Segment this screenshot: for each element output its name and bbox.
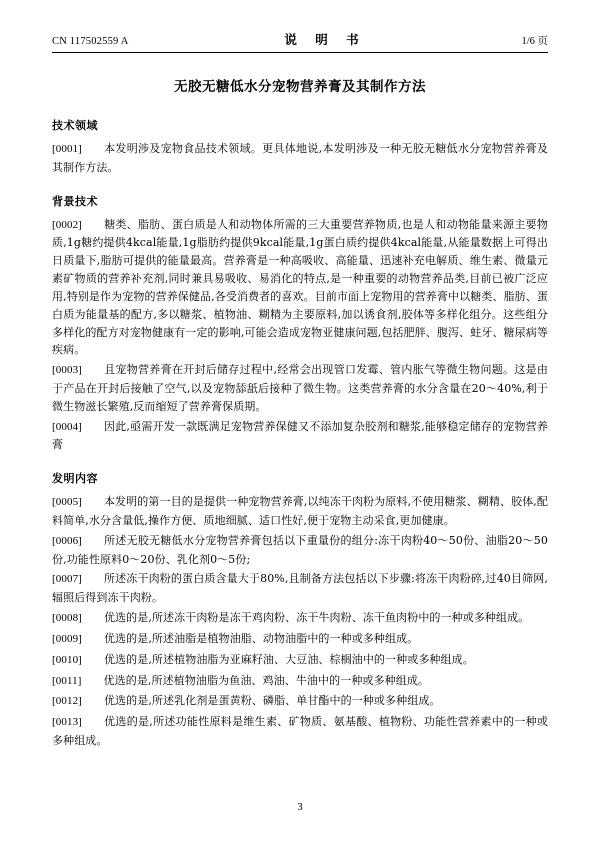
paragraph-text: 因此,亟需开发一款既满足宠物营养保健又不添加复杂胶剂和糖浆,能够稳定储存的宠物营养膏 [52, 419, 548, 452]
page-footer [0, 802, 600, 813]
paragraph-0010 [52, 651, 548, 670]
paragraph-0007 [52, 570, 548, 607]
paragraph-text: 优选的是,所述植物油脂为鱼油、鸡油、牛油中的一种或多种组成。 [103, 673, 430, 687]
paragraph-number: [0006] [52, 534, 82, 547]
paragraph-text: 所述无胶无糖低水分宠物营养膏包括以下重量份的组分:冻干肉粉40～50份、油脂20～50份,功能性原料0～20份、乳化剂0～5份; [52, 533, 548, 566]
paragraph-text: 优选的是,所述功能性原料是维生素、矿物质、氨基酸、植物粉、功能性营养素中的一种或多种组成。 [52, 715, 548, 747]
paragraph-0013 [52, 713, 548, 750]
paragraph-number: [0010] [52, 653, 82, 666]
header-divider [52, 52, 548, 53]
section-heading-summary: 发明内容 [52, 472, 98, 486]
paragraph-number: [0012] [52, 695, 82, 708]
footer-page-number: 3 [297, 802, 303, 813]
paragraph-0001 [52, 140, 548, 177]
paragraph-0002 [52, 216, 548, 360]
paragraph-number: [0005] [52, 496, 82, 509]
paragraph-text: 所述冻干肉粉的蛋白质含量大于80%,且制备方法包括以下步骤:将冻干肉粉碎,过40目筛网,辐照后得到冻干肉粉。 [52, 572, 548, 605]
publication-number: CN 117502559 A [52, 36, 129, 47]
paragraph-text: 优选的是,所述油脂是植物油脂、动物油脂中的一种或多种组成。 [103, 631, 419, 645]
paragraph-number: [0002] [52, 218, 82, 231]
paragraph-text: 优选的是,所述乳化剂是蛋黄粉、磷脂、单甘酯中的一种或多种组成。 [103, 694, 441, 708]
section-heading-technical-field: 技术领域 [52, 119, 98, 132]
paragraph-number: [0001] [52, 143, 82, 155]
paragraph-text: 本发明的第一目的是提供一种宠物营养膏,以纯冻干肉粉为原料,不使用糖浆、糊精、胶体,配料简单,水分含量低,操作方便、质地细腻、适口性好,便于宠物主动采食,更加健康。 [52, 495, 548, 527]
paragraph-0011 [52, 672, 548, 691]
page-header [52, 30, 548, 52]
paragraph-text: 糖类、脂肪、蛋白质是人和动物体所需的三大重要营养物质,也是人和动物能量来源主要物质,1g糖约提供4kcal能量,1g脂肪约提供9kcal能量,1g蛋白质约提供4kcal能量,从能量数据上可得出日质量下,脂肪可提供的能量最高。营养膏是一种高吸收、高能量、迅速补充电解质、维生素、微量元素矿物质的营养补充剂,同时兼具易吸收、易消化的特点,是一种重要的动物营养品类,目前已被广泛应用,特别是作为宠物的营养保健品,各受消费者的喜欢。目前市面上宠物用的营养膏中以糖类、脂肪、蛋白质为能量基的配方,多以糖浆、植物油、糊精为主要原料,加以诱食剂,胶体等多样化组分。这些组分多样化的配方对宠物健康有一定的影响,可能会造成宠物亚健康问题,包括肥胖、腹泻、蛀牙、糖尿病等疾病。 [52, 217, 548, 357]
paragraph-text: 且宠物营养膏在开封后储存过程中,经常会出现管口发霉、管内胀气等微生物问题。这是由于产品在开封后接触了空气,以及宠物舔舐后接种了微生物。这类营养膏的水分含量在20～40%,利于微生物滋长繁殖,反而缩短了营养膏保质期。 [52, 363, 548, 413]
paragraph-text: 优选的是,所述冻干肉粉是冻干鸡肉粉、冻干牛肉粉、冻干鱼肉粉中的一种或多种组成。 [103, 611, 530, 625]
paragraph-0003 [52, 361, 548, 415]
page-indicator: 1/6 页 [521, 36, 548, 47]
paragraph-number: [0007] [52, 573, 82, 586]
page-title: 无胶无糖低水分宠物营养膏及其制作方法 [174, 79, 426, 95]
paragraph-0009 [52, 630, 548, 649]
paragraph-text: 本发明涉及宠物食品技术领域。更具体地说,本发明涉及一种无胶无糖低水分宠物营养膏及其制作方法。 [52, 142, 548, 174]
paragraph-0004 [52, 418, 548, 455]
paragraph-0008 [52, 609, 548, 628]
section-heading-background: 背景技术 [52, 194, 98, 208]
paragraph-number: [0013] [52, 716, 82, 729]
paragraph-text: 优选的是,所述植物油脂为亚麻籽油、大豆油、棕榈油中的一种或多种组成。 [103, 652, 474, 666]
paragraph-number: [0009] [52, 632, 82, 645]
paragraph-number: [0004] [52, 420, 82, 433]
paragraph-0012 [52, 692, 548, 711]
paragraph-number: [0008] [52, 612, 82, 625]
paragraph-0005 [52, 493, 548, 530]
document-header-title: 说 明 书 [284, 32, 366, 47]
paragraph-0006 [52, 532, 548, 569]
paragraph-number: [0011] [52, 674, 82, 687]
paragraph-number: [0003] [52, 364, 82, 377]
